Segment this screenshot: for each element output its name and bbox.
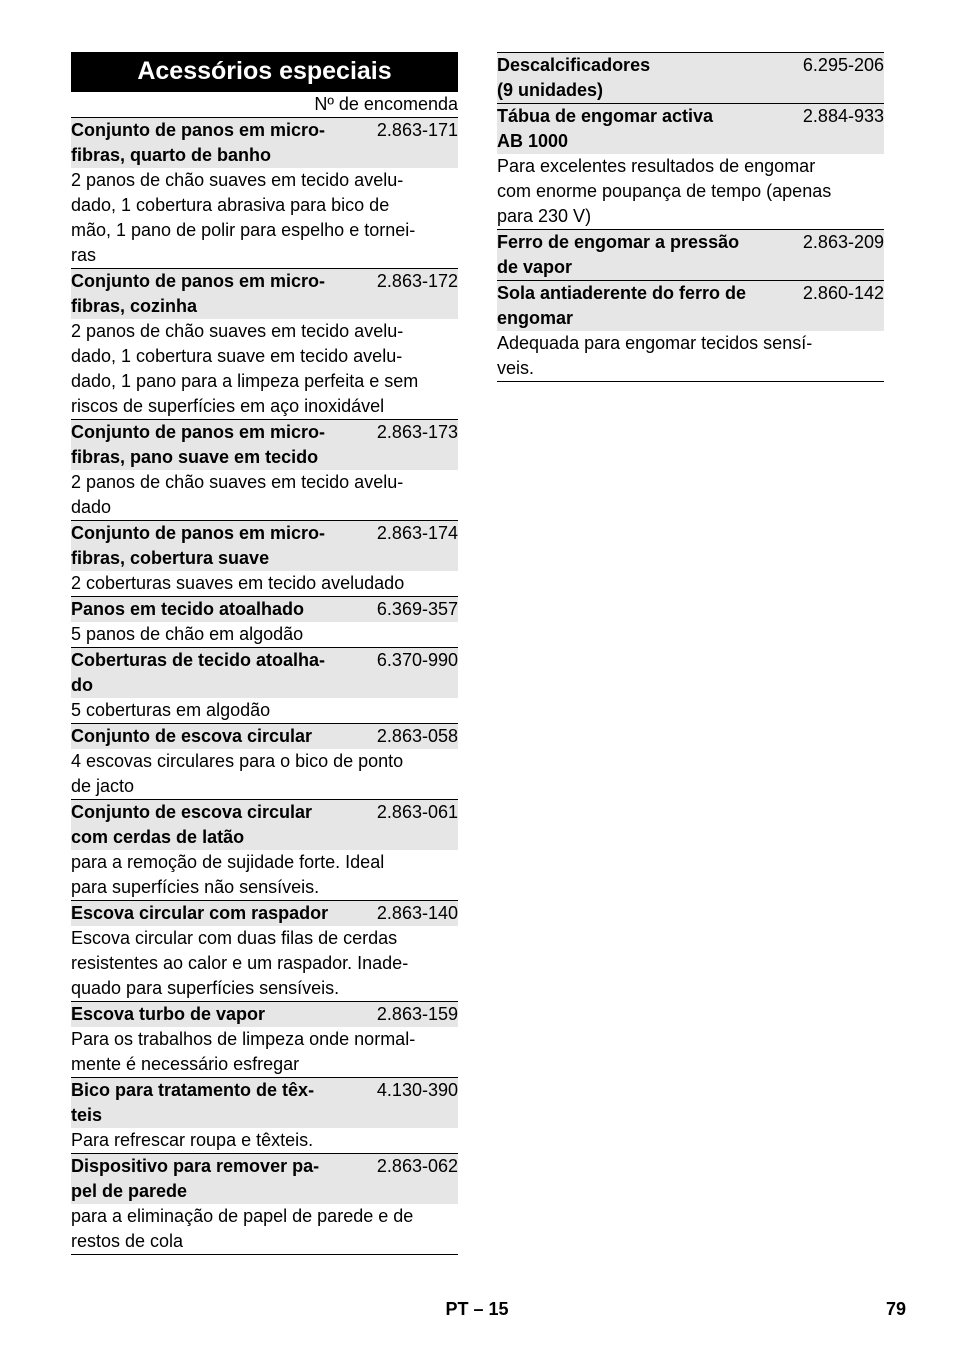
description-line: 4 escovas circulares para o bico de ponto (71, 751, 404, 771)
description-line: para superfícies não sensíveis. (71, 877, 320, 897)
order-number: 2.863-171 (376, 120, 458, 140)
accessory-name-line: Conjunto de escova circular (71, 802, 313, 822)
description-line: restos de cola (71, 1231, 184, 1251)
page-number: 79 (885, 1299, 906, 1319)
order-number-header: Nº de encomenda (71, 92, 458, 118)
accessory-description (71, 850, 458, 900)
accessory-description (71, 168, 458, 268)
accessory-header (497, 230, 884, 280)
description-line: Escova circular com duas filas de cerdas (71, 928, 398, 948)
description-line: de jacto (71, 776, 135, 796)
accessory-description (71, 1027, 458, 1077)
description-line: Adequada para engomar tecidos sensí- (497, 333, 813, 353)
accessory-entry (71, 648, 458, 724)
order-number: 2.863-174 (376, 523, 458, 543)
description-line: dado, 1 cobertura suave em tecido avelu- (71, 346, 403, 366)
accessory-name-line: fibras, quarto de banho (71, 145, 272, 165)
accessory-name-line: AB 1000 (497, 131, 569, 151)
description-line: mão, 1 pano de polir para espelho e tornei- (71, 220, 416, 240)
accessory-name-line: Conjunto de escova circular (71, 726, 313, 746)
order-number: 2.863-058 (376, 726, 458, 746)
section-title: Acessórios especiais (71, 52, 458, 92)
description-line: riscos de superfícies em aço inoxidável (71, 396, 385, 416)
accessory-header (71, 597, 458, 622)
accessory-description (497, 331, 884, 381)
accessory-header (71, 648, 458, 698)
order-number: 6.370-990 (376, 650, 458, 670)
accessory-name (497, 230, 803, 280)
accessory-entry (71, 118, 458, 269)
accessory-name-line: de vapor (497, 257, 573, 277)
accessory-header (497, 281, 884, 331)
accessory-name-line: Coberturas de tecido atoalha- (71, 650, 326, 670)
footer-section-label: PT – 15 (445, 1299, 509, 1319)
order-number: 2.860-142 (802, 283, 884, 303)
accessory-name-line: fibras, cozinha (71, 296, 198, 316)
accessory-name (71, 1154, 377, 1204)
accessory-name (71, 724, 377, 749)
description-line: Para refrescar roupa e têxteis. (71, 1130, 314, 1150)
accessory-entry (71, 420, 458, 521)
accessory-name-line: pel de parede (71, 1181, 188, 1201)
right-column (497, 52, 884, 382)
accessory-name-line: fibras, cobertura suave (71, 548, 270, 568)
order-number: 2.863-140 (376, 903, 458, 923)
accessory-description (497, 154, 884, 229)
accessory-header (71, 269, 458, 319)
accessory-name (71, 521, 377, 571)
accessory-header (71, 1078, 458, 1128)
accessory-header (71, 724, 458, 749)
order-number: 2.863-159 (376, 1004, 458, 1024)
accessory-name (71, 800, 377, 850)
description-line: para 230 V) (497, 206, 592, 226)
left-column (71, 52, 458, 1255)
accessory-header (497, 53, 884, 103)
description-line: 2 coberturas suaves em tecido aveludado (71, 573, 405, 593)
accessory-name-line: Bico para tratamento de têx- (71, 1080, 315, 1100)
accessory-list-left (71, 118, 458, 1255)
accessory-name-line: (9 unidades) (497, 80, 604, 100)
accessory-name (497, 281, 803, 331)
description-line: para a eliminação de papel de parede e de (71, 1206, 414, 1226)
description-line: 2 panos de chão suaves em tecido avelu- (71, 321, 404, 341)
order-number: 6.369-357 (376, 599, 458, 619)
description-line: Para excelentes resultados de engomar (497, 156, 816, 176)
order-number: 2.863-209 (802, 232, 884, 252)
description-line: com enorme poupança de tempo (apenas (497, 181, 832, 201)
accessory-name-line: do (71, 675, 93, 695)
accessory-name (71, 1078, 377, 1128)
accessory-description (71, 622, 458, 647)
accessory-name (71, 648, 377, 698)
accessory-description (71, 749, 458, 799)
accessory-entry (71, 1078, 458, 1154)
description-line: veis. (497, 358, 535, 378)
accessory-name-line: Escova circular com raspador (71, 903, 329, 923)
accessory-entry (497, 52, 884, 104)
accessory-description (71, 319, 458, 419)
accessory-entry (71, 724, 458, 800)
description-line: dado, 1 cobertura abrasiva para bico de (71, 195, 390, 215)
accessory-name-line: Conjunto de panos em micro- (71, 523, 326, 543)
accessory-header (497, 104, 884, 154)
accessory-entry (71, 269, 458, 420)
description-line: resistentes ao calor e um raspador. Inade- (71, 953, 409, 973)
description-line: 5 coberturas em algodão (71, 700, 271, 720)
description-line: Para os trabalhos de limpeza onde normal- (71, 1029, 416, 1049)
description-line: dado, 1 pano para a limpeza perfeita e sem (71, 371, 419, 391)
accessory-name-line: Conjunto de panos em micro- (71, 120, 326, 140)
accessory-header (71, 118, 458, 168)
description-line: dado (71, 497, 112, 517)
accessory-name-line: Tábua de engomar activa (497, 106, 714, 126)
accessory-name (71, 597, 377, 622)
order-number: 6.295-206 (802, 55, 884, 75)
description-line: mente é necessário esfregar (71, 1054, 300, 1074)
order-number: 2.863-061 (376, 802, 458, 822)
accessory-entry (497, 230, 884, 281)
accessory-entry (71, 800, 458, 901)
accessory-header (71, 1154, 458, 1204)
accessory-name (71, 901, 377, 926)
accessory-entry (497, 104, 884, 230)
accessory-name-line: Descalcificadores (497, 55, 651, 75)
accessory-entry (71, 901, 458, 1002)
accessory-name (71, 118, 377, 168)
accessory-name (71, 269, 377, 319)
accessory-entry (71, 1154, 458, 1255)
description-line: 2 panos de chão suaves em tecido avelu- (71, 472, 404, 492)
order-number: 2.863-172 (376, 271, 458, 291)
accessory-list-right (497, 52, 884, 382)
accessory-description (71, 1204, 458, 1254)
accessory-header (71, 800, 458, 850)
accessory-name-line: com cerdas de latão (71, 827, 245, 847)
order-number: 2.863-062 (376, 1156, 458, 1176)
accessory-name-line: Ferro de engomar a pressão (497, 232, 740, 252)
accessory-name-line: Sola antiaderente do ferro de (497, 283, 747, 303)
accessory-name (497, 53, 803, 103)
accessory-header (71, 420, 458, 470)
accessory-entry (71, 1002, 458, 1078)
accessory-name-line: engomar (497, 308, 574, 328)
accessory-name-line: Dispositivo para remover pa- (71, 1156, 320, 1176)
accessory-entry (71, 597, 458, 648)
description-line: quado para superfícies sensíveis. (71, 978, 340, 998)
description-line: ras (71, 245, 97, 265)
accessory-name-line: Panos em tecido atoalhado (71, 599, 305, 619)
accessory-description (71, 470, 458, 520)
accessory-description (71, 1128, 458, 1153)
description-line: 5 panos de chão em algodão (71, 624, 304, 644)
accessory-entry (497, 281, 884, 382)
accessory-description (71, 571, 458, 596)
accessory-name (71, 1002, 377, 1027)
description-line: para a remoção de sujidade forte. Ideal (71, 852, 385, 872)
accessory-name-line: Conjunto de panos em micro- (71, 271, 326, 291)
accessory-name (497, 104, 803, 154)
order-number: 2.863-173 (376, 422, 458, 442)
description-line: 2 panos de chão suaves em tecido avelu- (71, 170, 404, 190)
accessory-description (71, 926, 458, 1001)
accessory-header (71, 521, 458, 571)
accessory-entry (71, 521, 458, 597)
accessory-name-line: Escova turbo de vapor (71, 1004, 266, 1024)
accessory-description (71, 698, 458, 723)
accessory-name-line: Conjunto de panos em micro- (71, 422, 326, 442)
accessory-name-line: teis (71, 1105, 103, 1125)
accessory-header (71, 1002, 458, 1027)
accessory-header (71, 901, 458, 926)
order-number: 2.884-933 (802, 106, 884, 126)
order-number: 4.130-390 (376, 1080, 458, 1100)
accessory-name (71, 420, 377, 470)
accessory-name-line: fibras, pano suave em tecido (71, 447, 319, 467)
